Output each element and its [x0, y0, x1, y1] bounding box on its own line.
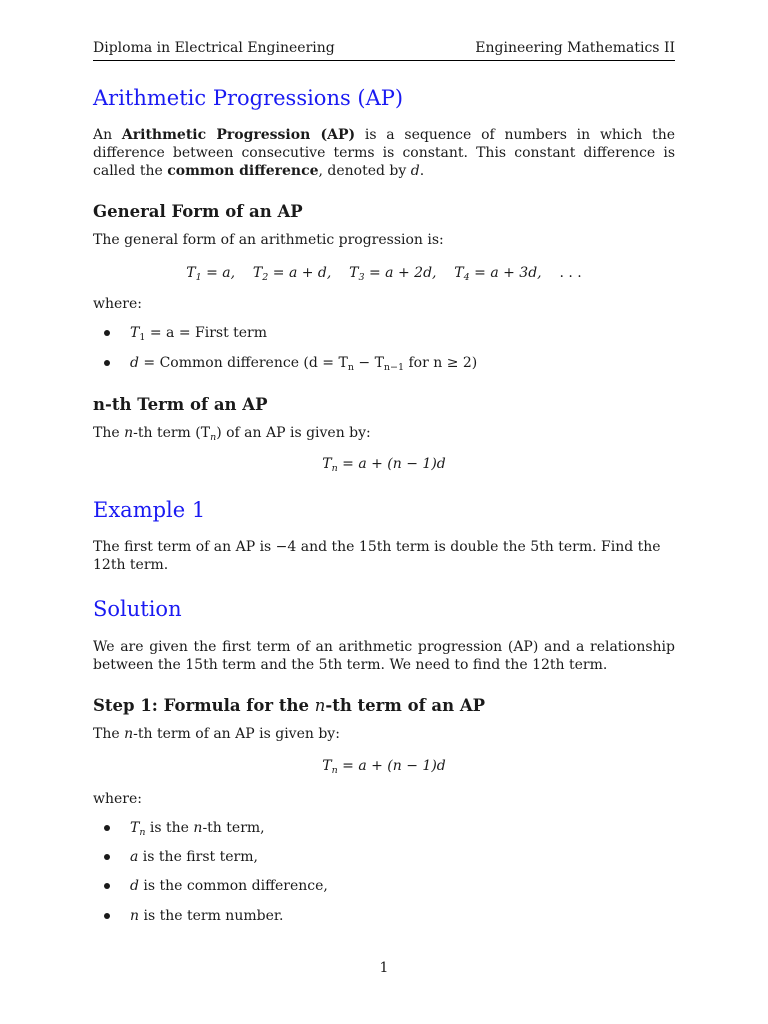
bullet-text: [130, 325, 267, 341]
formula-sub: n: [331, 765, 338, 776]
lead-var: n: [124, 726, 134, 742]
heading-general-form: General Form of an AP: [93, 202, 303, 221]
general-form-lead: The general form of an arithmetic progression is:: [93, 232, 444, 248]
intro-var-d: d: [410, 163, 420, 179]
lead-text: The: [93, 425, 125, 441]
step1-heading: [93, 696, 485, 715]
eq-3: = a + 2d,: [369, 265, 437, 281]
bullet-var: T: [130, 820, 140, 836]
solution-text: We are given the first term of an arithmetic progression (AP) and a relationship between the 15th term and the 5th term. We need to find the 12th term.: [93, 639, 675, 673]
header-right: Engineering Mathematics II: [475, 40, 675, 56]
example-title: Example 1: [93, 498, 206, 522]
term-symbol: T: [252, 265, 263, 281]
section-title-ap: Arithmetic Progressions (AP): [93, 86, 404, 110]
sub-3: 3: [358, 272, 365, 283]
bullet-text: [130, 849, 258, 865]
eq-2: = a + d,: [272, 265, 332, 281]
step1-where: where:: [93, 791, 142, 807]
intro-text-3: , denoted by: [318, 163, 411, 179]
bullet-sub: n: [347, 362, 354, 373]
page-number: 1: [379, 960, 389, 976]
ap-intro-paragraph: [93, 126, 675, 180]
term-symbol: T: [349, 265, 359, 281]
example-text: The first term of an AP is −4 and the 15th term is double the 5th term. Find the 12th term.: [93, 539, 661, 573]
term-symbol: T: [186, 265, 196, 281]
heading-text: Step 1: Formula for the: [93, 696, 315, 715]
lead-var: n: [124, 425, 134, 441]
bullet-desc: = Common difference (d = T: [138, 355, 348, 371]
eq-1: = a,: [206, 265, 236, 281]
bullet-tail: -th term,: [202, 820, 265, 836]
bullet-text: [130, 820, 265, 836]
formula-rhs: = a + (n − 1)d: [337, 758, 446, 774]
bullet-text: [130, 908, 283, 924]
bullet-text: [130, 355, 477, 371]
bullet-dot: [104, 883, 110, 889]
bullet-desc: is the first term,: [138, 849, 258, 865]
intro-text-2: is a sequence of numbers in which the difference between consecutive terms is constant. This constant difference is called the: [93, 127, 675, 179]
bullet-var: a: [130, 849, 139, 865]
bullet-dot: [104, 913, 110, 919]
bullet-mid: − T: [353, 355, 384, 371]
bullet-dot: [104, 330, 110, 336]
bullet-desc: = a = First term: [145, 325, 268, 341]
formula-rhs: = a + (n − 1)d: [337, 456, 446, 472]
intro-text-4: .: [419, 163, 425, 179]
bullet-var: T: [130, 325, 140, 341]
lead-text: ) of an AP is given by:: [216, 425, 371, 441]
ellipsis: . . .: [559, 265, 582, 281]
step1-lead: [93, 725, 340, 743]
intro-bold-term: Arithmetic Progression (AP): [121, 127, 356, 143]
general-form-where: where:: [93, 296, 142, 312]
lead-text: The: [93, 726, 125, 742]
bullet-var: d: [130, 355, 139, 371]
step1-formula: [93, 758, 675, 774]
general-form-formula: [93, 265, 675, 281]
lead-text: -th term (T: [133, 425, 211, 441]
heading-text: -th term of an AP: [325, 696, 486, 715]
bullet-sub: n−1: [383, 362, 405, 373]
bullet-var: n: [130, 908, 140, 924]
bullet-desc: is the common difference,: [138, 878, 328, 894]
lead-sub: n: [210, 432, 217, 443]
header-left: Diploma in Electrical Engineering: [93, 40, 335, 56]
bullet-sub: 1: [139, 332, 146, 343]
bullet-dot: [104, 825, 110, 831]
sub-4: 4: [463, 272, 470, 283]
bullet-var: d: [130, 878, 139, 894]
running-header: [93, 40, 675, 61]
solution-title: Solution: [93, 597, 182, 621]
formula-lhs: T: [322, 456, 332, 472]
heading-nth-term: n-th Term of an AP: [93, 395, 268, 414]
nth-term-formula: [93, 456, 675, 472]
sub-2: 2: [262, 272, 269, 283]
intro-text-1: An: [93, 127, 122, 143]
bullet-sub: n: [139, 827, 146, 838]
bullet-tail: for n ≥ 2): [404, 355, 478, 371]
eq-4: = a + 3d,: [474, 265, 542, 281]
lead-text: -th term of an AP is given by:: [133, 726, 340, 742]
heading-var: n: [314, 696, 326, 715]
bullet-var: n: [193, 820, 203, 836]
intro-bold-common-difference: common difference: [167, 163, 319, 179]
bullet-dot: [104, 854, 110, 860]
sub-1: 1: [195, 272, 202, 283]
bullet-text: [130, 878, 328, 894]
bullet-dot: [104, 360, 110, 366]
formula-sub: n: [331, 463, 338, 474]
bullet-desc: is the: [145, 820, 194, 836]
term-symbol: T: [454, 265, 464, 281]
bullet-desc: is the term number.: [139, 908, 284, 924]
nth-term-lead: [93, 424, 371, 442]
formula-lhs: T: [322, 758, 332, 774]
